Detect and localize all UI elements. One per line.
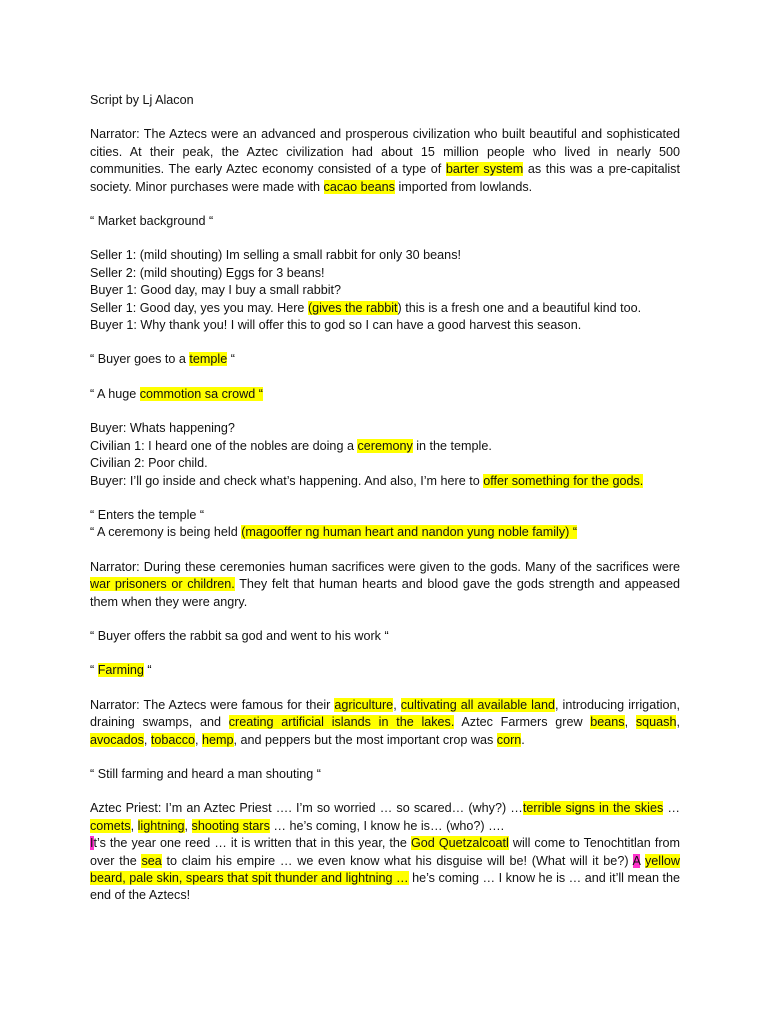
text: “ (90, 663, 98, 678)
highlight-shooting-stars: shooting stars (191, 818, 270, 833)
direction-ceremony (90, 524, 680, 541)
highlight-ceremony-note: (magooffer ng human heart and nandon yung noble family) “ (241, 525, 578, 540)
document-page (90, 92, 680, 905)
direction-buyer-offers: “ Buyer offers the rabbit sa god and went to his work “ (90, 628, 389, 643)
text: Buyer: I’ll go inside and check what’s happening. And also, I’m here to (90, 473, 484, 488)
highlight-hemp: hemp (202, 732, 234, 747)
highlight-cultivating: cultivating all available land (400, 697, 555, 712)
magenta-highlight-i: I (90, 836, 94, 851)
text: They felt that human hearts and blood gave the gods strength and appeased them when they were angry. (90, 577, 680, 609)
dialogue-civilian-1 (90, 438, 680, 455)
highlight-terrible-signs: terrible signs in the skies (522, 801, 664, 816)
text: to claim his empire … we even know what his disguise will be! (What will it be?) (161, 853, 633, 868)
text: Aztec Priest: I’m an Aztec Priest …. I’m so worried … so scared… (why?) … (90, 801, 523, 816)
text: , (624, 715, 636, 730)
direction-buyer-to-temple (90, 351, 680, 368)
text: , (195, 732, 203, 747)
highlight-corn: corn (496, 732, 522, 747)
highlight-temple: temple (189, 352, 228, 367)
text: , (676, 715, 680, 730)
text: Aztec Farmers grew (454, 715, 591, 730)
text: imported from lowlands. (394, 179, 533, 194)
highlight-tobacco: tobacco (150, 732, 196, 747)
highlight-squash: squash (635, 715, 677, 730)
highlight-commotion: commotion sa crowd “ (139, 386, 263, 401)
highlight-god-quetzalcoatl: God Quetzalcoatl (410, 836, 509, 851)
text: , (184, 818, 192, 833)
text: “ (227, 352, 235, 367)
highlight-barter-system: barter system (445, 162, 524, 177)
dialogue-civilian-2: Civilian 2: Poor child. (90, 456, 208, 471)
text: , (143, 732, 151, 747)
text: … he’s coming, I know he is… (who?) …. (269, 818, 505, 833)
text: “ Buyer goes to a (90, 352, 190, 367)
text: “ A huge (90, 386, 140, 401)
script-title: Script by Lj Alacon (90, 93, 194, 107)
narrator-paragraph-3 (90, 697, 680, 749)
text: , (130, 818, 138, 833)
dialogue-buyer-question: Buyer: Whats happening? (90, 421, 235, 436)
narrator-paragraph-2 (90, 559, 680, 611)
text: … (663, 801, 681, 816)
dialogue-seller-1-second (90, 300, 680, 317)
dialogue-buyer-1-second: Buyer 1: Why thank you! I will offer this to god so I can have a good harvest this season. (90, 318, 582, 333)
priest-paragraph (90, 800, 680, 904)
highlight-war-prisoners: war prisoners or children. (90, 577, 235, 592)
highlight-farming: Farming (97, 663, 144, 678)
highlight-beans: beans (590, 715, 625, 730)
direction-enters-temple: “ Enters the temple “ (90, 507, 205, 522)
text: will come to Tenochtitlan from over the (90, 836, 681, 868)
text: in the temple. (412, 438, 492, 453)
highlight-comets: comets (90, 818, 131, 833)
text: Narrator: The Aztecs were famous for their (90, 697, 335, 712)
text: , introducing irrigation, draining swamps, and (90, 697, 680, 730)
text: Narrator: During these ceremonies human sacrifices were given to the gods. Many of the sacrifices were (90, 559, 680, 574)
text: Seller 1: Good day, yes you may. Here (90, 300, 308, 315)
highlight-ceremony: ceremony (357, 438, 413, 453)
direction-crowd (90, 386, 680, 403)
direction-farming (90, 662, 680, 679)
highlight-offer-gods: offer something for the gods. (483, 473, 644, 488)
text: “ A ceremony is being held (90, 525, 242, 540)
highlight-gives-the-rabbit: (gives the rabbit (307, 300, 398, 315)
dialogue-buyer-answer (90, 473, 680, 490)
text: as this was a pre-capitalist society. Minor purchases were made with (90, 162, 680, 194)
text: Civilian 1: I heard one of the nobles are doing a (90, 438, 358, 453)
highlight-agriculture: agriculture (334, 697, 394, 712)
text: “ (143, 663, 152, 678)
text: ) this is a fresh one and a beautiful kind too. (397, 300, 642, 315)
magenta-highlight-a: A (632, 853, 641, 868)
text: he’s coming … I know he is … and it’ll mean the end of the Aztecs! (90, 871, 680, 903)
text: , and peppers but the most important crop was (233, 732, 497, 747)
direction-market-background: “ Market background “ (90, 214, 214, 229)
highlight-cacao-beans: cacao beans (323, 179, 395, 194)
direction-still-farming: “ Still farming and heard a man shouting “ (90, 766, 322, 781)
highlight-sea: sea (141, 853, 162, 868)
highlight-yellow-beard: yellow beard, pale skin, spears that spit thunder and lightning … (90, 853, 680, 885)
dialogue-seller-1-first: Seller 1: (mild shouting) Im selling a small rabbit for only 30 beans! (90, 248, 461, 263)
highlight-lightning: lightning (137, 818, 185, 833)
narrator-paragraph-1 (90, 126, 680, 196)
text: . (521, 732, 525, 747)
text: Narrator: The Aztecs were an advanced and prosperous civilization who built beautiful and sophisticated cities. At their peak, the Aztec civilization had about 15 million people who lived in nearly 500 communities. The early Aztec economy consisted of a type of (90, 127, 680, 177)
dialogue-seller-2: Seller 2: (mild shouting) Eggs for 3 beans! (90, 265, 325, 280)
highlight-artificial-islands: creating artificial islands in the lakes. (228, 715, 455, 730)
dialogue-buyer-1-first: Buyer 1: Good day, may I buy a small rabbit? (90, 283, 342, 298)
text: t’s the year one reed … it is written that in this year, the (93, 836, 411, 851)
highlight-avocados: avocados (90, 732, 144, 747)
text: , (393, 697, 401, 712)
